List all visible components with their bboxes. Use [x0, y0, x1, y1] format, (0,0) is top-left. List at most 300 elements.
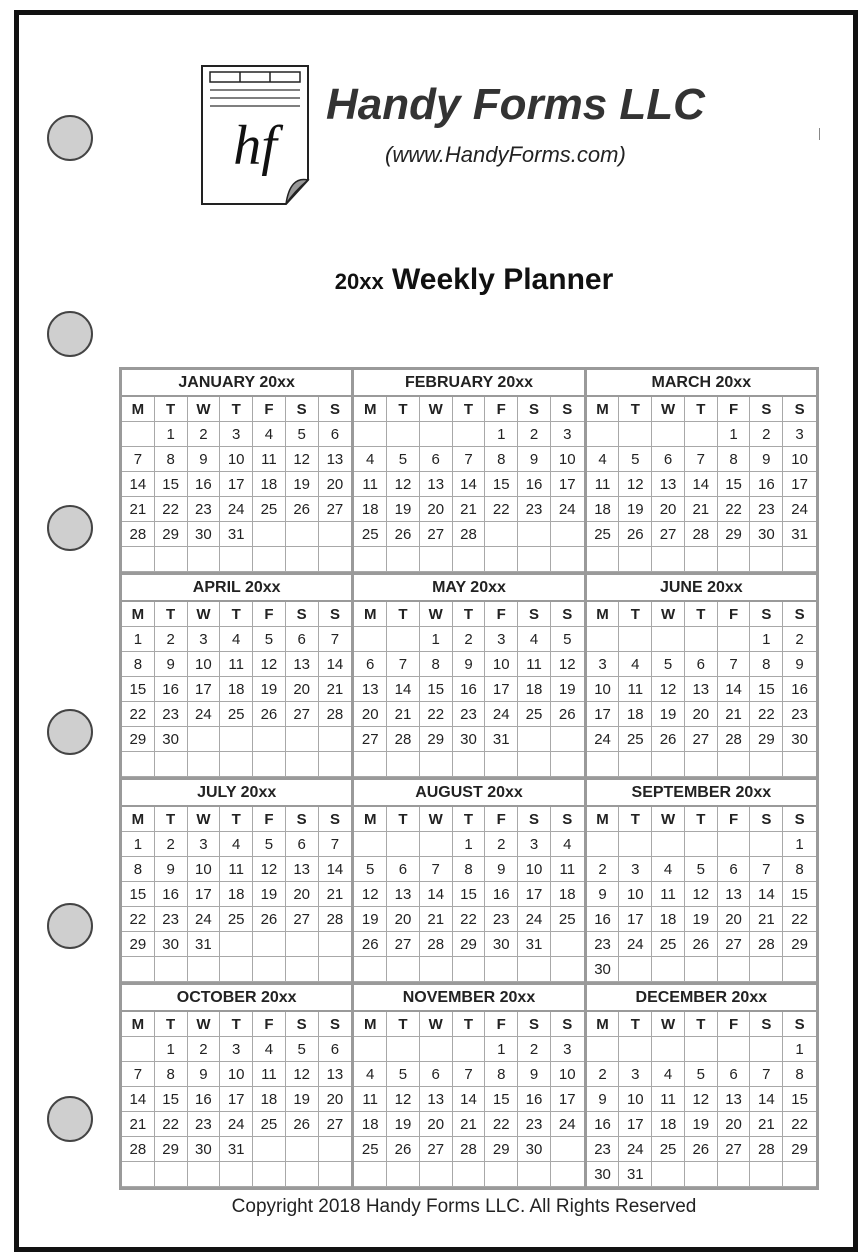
day-cell: 7: [387, 652, 420, 677]
empty-cell: [122, 547, 155, 572]
day-cell: 25: [551, 907, 584, 932]
day-cell: 28: [453, 1137, 486, 1162]
day-cell: 28: [420, 932, 453, 957]
empty-cell: [188, 1162, 221, 1187]
day-cell: 19: [387, 497, 420, 522]
day-cell: 16: [453, 677, 486, 702]
day-cell: 1: [783, 832, 816, 857]
day-cell: 28: [319, 907, 352, 932]
day-cell: 4: [253, 422, 286, 447]
empty-cell: [485, 752, 518, 777]
day-cell: 21: [319, 677, 352, 702]
day-cell: 11: [652, 882, 685, 907]
weekday-header: S: [319, 807, 352, 832]
day-cell: 16: [155, 677, 188, 702]
day-cell: 19: [354, 907, 387, 932]
weekday-header: S: [551, 1012, 584, 1037]
day-cell: 18: [619, 702, 652, 727]
empty-cell: [155, 752, 188, 777]
weekday-header: F: [253, 1012, 286, 1037]
day-cell: 4: [354, 447, 387, 472]
weekday-header: W: [652, 807, 685, 832]
day-cell: 25: [587, 522, 620, 547]
day-cell: 31: [783, 522, 816, 547]
month-block: [122, 370, 351, 572]
day-cell: 27: [319, 1112, 352, 1137]
empty-cell: [220, 727, 253, 752]
weekday-header: S: [518, 807, 551, 832]
day-cell: 22: [718, 497, 751, 522]
empty-cell: [354, 627, 387, 652]
day-cell: 30: [453, 727, 486, 752]
day-cell: 30: [587, 957, 620, 982]
day-cell: 1: [155, 422, 188, 447]
day-cell: 1: [783, 1037, 816, 1062]
empty-cell: [718, 957, 751, 982]
day-cell: 21: [750, 1112, 783, 1137]
weekday-header: S: [551, 807, 584, 832]
day-cell: 17: [783, 472, 816, 497]
empty-cell: [253, 752, 286, 777]
edge-mark: [819, 128, 820, 140]
day-cell: 23: [188, 1112, 221, 1137]
day-cell: 2: [155, 832, 188, 857]
day-cell: 16: [155, 882, 188, 907]
weekday-header: T: [685, 807, 718, 832]
day-cell: 21: [718, 702, 751, 727]
empty-cell: [587, 627, 620, 652]
day-cell: 16: [188, 472, 221, 497]
day-cell: 16: [518, 1087, 551, 1112]
day-cell: 11: [354, 472, 387, 497]
day-cell: 12: [387, 472, 420, 497]
day-cell: 13: [286, 652, 319, 677]
empty-cell: [551, 1162, 584, 1187]
day-cell: 27: [319, 497, 352, 522]
day-cell: 10: [188, 652, 221, 677]
weekday-header: M: [122, 807, 155, 832]
weekday-header: F: [253, 602, 286, 627]
weekday-header: S: [783, 807, 816, 832]
weekday-header: S: [750, 807, 783, 832]
empty-cell: [319, 1162, 352, 1187]
day-cell: 8: [485, 1062, 518, 1087]
empty-cell: [220, 752, 253, 777]
month-name: APRIL 20xx: [122, 575, 351, 602]
empty-cell: [587, 547, 620, 572]
day-cell: 20: [286, 677, 319, 702]
day-cell: 11: [220, 857, 253, 882]
day-cell: 27: [652, 522, 685, 547]
day-cell: 10: [188, 857, 221, 882]
month-grid: [354, 602, 583, 777]
month-block: [122, 985, 351, 1187]
empty-cell: [619, 547, 652, 572]
empty-cell: [685, 1162, 718, 1187]
day-cell: 26: [253, 702, 286, 727]
empty-cell: [783, 547, 816, 572]
empty-cell: [319, 522, 352, 547]
day-cell: 30: [783, 727, 816, 752]
copyright: Copyright 2018 Handy Forms LLC. All Rights Reserved: [231, 1196, 697, 1217]
weekday-header: S: [286, 602, 319, 627]
day-cell: 29: [155, 1137, 188, 1162]
empty-cell: [286, 1137, 319, 1162]
day-cell: 12: [286, 1062, 319, 1087]
empty-cell: [420, 547, 453, 572]
empty-cell: [319, 727, 352, 752]
day-cell: 6: [286, 627, 319, 652]
month-grid: [587, 602, 816, 777]
empty-cell: [420, 832, 453, 857]
day-cell: 12: [652, 677, 685, 702]
weekday-header: T: [619, 602, 652, 627]
day-cell: 14: [420, 882, 453, 907]
binder-hole: [47, 115, 93, 161]
day-cell: 20: [718, 1112, 751, 1137]
day-cell: 8: [122, 857, 155, 882]
empty-cell: [619, 752, 652, 777]
day-cell: 25: [354, 1137, 387, 1162]
day-cell: 24: [619, 932, 652, 957]
month-grid: [354, 1012, 583, 1187]
empty-cell: [652, 547, 685, 572]
empty-cell: [286, 727, 319, 752]
day-cell: 8: [453, 857, 486, 882]
day-cell: 29: [783, 1137, 816, 1162]
handy-forms-logo: [200, 64, 310, 206]
weekday-header: W: [188, 807, 221, 832]
empty-cell: [354, 547, 387, 572]
weekday-header: F: [485, 807, 518, 832]
day-cell: 2: [587, 1062, 620, 1087]
day-cell: 11: [652, 1087, 685, 1112]
day-cell: 10: [783, 447, 816, 472]
weekday-header: W: [420, 397, 453, 422]
day-cell: 22: [485, 497, 518, 522]
day-cell: 7: [453, 1062, 486, 1087]
binder-hole: [47, 311, 93, 357]
day-cell: 10: [485, 652, 518, 677]
day-cell: 5: [286, 422, 319, 447]
empty-cell: [420, 957, 453, 982]
day-cell: 1: [122, 832, 155, 857]
weekday-header: S: [319, 1012, 352, 1037]
empty-cell: [286, 932, 319, 957]
day-cell: 3: [518, 832, 551, 857]
day-cell: 21: [453, 1112, 486, 1137]
day-cell: 6: [420, 1062, 453, 1087]
day-cell: 10: [619, 882, 652, 907]
empty-cell: [587, 752, 620, 777]
day-cell: 11: [587, 472, 620, 497]
weekday-header: M: [587, 602, 620, 627]
empty-cell: [453, 752, 486, 777]
day-cell: 25: [253, 1112, 286, 1137]
empty-cell: [783, 957, 816, 982]
empty-cell: [188, 727, 221, 752]
empty-cell: [253, 522, 286, 547]
empty-cell: [387, 752, 420, 777]
empty-cell: [551, 752, 584, 777]
day-cell: 29: [122, 727, 155, 752]
day-cell: 24: [518, 907, 551, 932]
day-cell: 5: [354, 857, 387, 882]
day-cell: 1: [485, 1037, 518, 1062]
day-cell: 27: [420, 522, 453, 547]
day-cell: 20: [354, 702, 387, 727]
weekday-header: S: [286, 397, 319, 422]
weekday-header: F: [718, 397, 751, 422]
day-cell: 22: [155, 497, 188, 522]
day-cell: 18: [253, 472, 286, 497]
day-cell: 22: [783, 907, 816, 932]
day-cell: 11: [253, 447, 286, 472]
day-cell: 14: [750, 882, 783, 907]
empty-cell: [155, 547, 188, 572]
weekday-header: S: [750, 1012, 783, 1037]
day-cell: 20: [420, 1112, 453, 1137]
weekday-header: T: [685, 397, 718, 422]
weekday-header: M: [354, 1012, 387, 1037]
empty-cell: [220, 932, 253, 957]
weekday-header: M: [354, 602, 387, 627]
day-cell: 15: [453, 882, 486, 907]
empty-cell: [453, 957, 486, 982]
empty-cell: [652, 1162, 685, 1187]
day-cell: 9: [188, 447, 221, 472]
day-cell: 19: [286, 472, 319, 497]
day-cell: 2: [518, 422, 551, 447]
empty-cell: [619, 957, 652, 982]
day-cell: 31: [518, 932, 551, 957]
day-cell: 21: [453, 497, 486, 522]
day-cell: 30: [587, 1162, 620, 1187]
weekday-header: T: [387, 807, 420, 832]
day-cell: 10: [551, 447, 584, 472]
day-cell: 16: [518, 472, 551, 497]
day-cell: 5: [652, 652, 685, 677]
day-cell: 4: [551, 832, 584, 857]
day-cell: 5: [387, 447, 420, 472]
month-grid: [587, 807, 816, 982]
day-cell: 8: [485, 447, 518, 472]
day-cell: 17: [551, 472, 584, 497]
day-cell: 3: [220, 1037, 253, 1062]
month-name: OCTOBER 20xx: [122, 985, 351, 1012]
day-cell: 17: [619, 1112, 652, 1137]
day-cell: 24: [587, 727, 620, 752]
weekday-header: M: [587, 397, 620, 422]
empty-cell: [122, 957, 155, 982]
day-cell: 7: [685, 447, 718, 472]
day-cell: 27: [420, 1137, 453, 1162]
day-cell: 23: [518, 1112, 551, 1137]
day-cell: 22: [453, 907, 486, 932]
empty-cell: [188, 957, 221, 982]
empty-cell: [387, 422, 420, 447]
day-cell: 24: [551, 1112, 584, 1137]
empty-cell: [750, 1037, 783, 1062]
weekday-header: M: [587, 807, 620, 832]
day-cell: 9: [155, 652, 188, 677]
day-cell: 12: [685, 882, 718, 907]
day-cell: 12: [387, 1087, 420, 1112]
empty-cell: [286, 957, 319, 982]
day-cell: 17: [188, 677, 221, 702]
day-cell: 7: [122, 447, 155, 472]
day-cell: 14: [718, 677, 751, 702]
day-cell: 15: [485, 1087, 518, 1112]
day-cell: 1: [420, 627, 453, 652]
day-cell: 8: [420, 652, 453, 677]
empty-cell: [286, 547, 319, 572]
day-cell: 23: [587, 932, 620, 957]
empty-cell: [718, 1037, 751, 1062]
empty-cell: [750, 752, 783, 777]
day-cell: 31: [220, 522, 253, 547]
month-name: JANUARY 20xx: [122, 370, 351, 397]
day-cell: 7: [122, 1062, 155, 1087]
day-cell: 4: [619, 652, 652, 677]
day-cell: 11: [518, 652, 551, 677]
weekday-header: S: [750, 397, 783, 422]
day-cell: 2: [453, 627, 486, 652]
weekday-header: S: [319, 397, 352, 422]
day-cell: 1: [485, 422, 518, 447]
empty-cell: [319, 932, 352, 957]
day-cell: 22: [122, 907, 155, 932]
day-cell: 28: [718, 727, 751, 752]
month-name: AUGUST 20xx: [354, 780, 583, 807]
day-cell: 15: [783, 1087, 816, 1112]
day-cell: 29: [155, 522, 188, 547]
day-cell: 29: [122, 932, 155, 957]
day-cell: 11: [253, 1062, 286, 1087]
day-cell: 2: [783, 627, 816, 652]
month-name: NOVEMBER 20xx: [354, 985, 583, 1012]
day-cell: 23: [783, 702, 816, 727]
day-cell: 3: [485, 627, 518, 652]
day-cell: 3: [551, 1037, 584, 1062]
empty-cell: [354, 422, 387, 447]
day-cell: 8: [718, 447, 751, 472]
empty-cell: [122, 422, 155, 447]
empty-cell: [551, 1137, 584, 1162]
day-cell: 24: [485, 702, 518, 727]
empty-cell: [286, 522, 319, 547]
month-block: [587, 370, 816, 572]
empty-cell: [253, 1137, 286, 1162]
day-cell: 17: [188, 882, 221, 907]
day-cell: 14: [387, 677, 420, 702]
day-cell: 1: [122, 627, 155, 652]
day-cell: 15: [783, 882, 816, 907]
day-cell: 22: [122, 702, 155, 727]
day-cell: 2: [518, 1037, 551, 1062]
empty-cell: [319, 752, 352, 777]
day-cell: 17: [587, 702, 620, 727]
empty-cell: [420, 1162, 453, 1187]
empty-cell: [453, 1162, 486, 1187]
day-cell: 6: [718, 1062, 751, 1087]
day-cell: 31: [485, 727, 518, 752]
empty-cell: [354, 752, 387, 777]
empty-cell: [122, 1162, 155, 1187]
weekday-header: T: [685, 602, 718, 627]
weekday-header: T: [220, 1012, 253, 1037]
day-cell: 7: [750, 1062, 783, 1087]
month-name: JULY 20xx: [122, 780, 351, 807]
weekday-header: F: [253, 807, 286, 832]
day-cell: 22: [420, 702, 453, 727]
page-title: [0, 263, 868, 297]
empty-cell: [220, 1162, 253, 1187]
day-cell: 1: [453, 832, 486, 857]
day-cell: 2: [485, 832, 518, 857]
month-block: [587, 985, 816, 1187]
weekday-header: T: [155, 807, 188, 832]
weekday-header: W: [420, 807, 453, 832]
empty-cell: [750, 832, 783, 857]
day-cell: 19: [286, 1087, 319, 1112]
empty-cell: [420, 752, 453, 777]
day-cell: 13: [354, 677, 387, 702]
day-cell: 19: [685, 1112, 718, 1137]
day-cell: 21: [319, 882, 352, 907]
day-cell: 28: [122, 1137, 155, 1162]
day-cell: 15: [750, 677, 783, 702]
day-cell: 8: [122, 652, 155, 677]
empty-cell: [387, 957, 420, 982]
day-cell: 15: [155, 1087, 188, 1112]
day-cell: 13: [420, 1087, 453, 1112]
day-cell: 12: [354, 882, 387, 907]
day-cell: 16: [485, 882, 518, 907]
day-cell: 13: [387, 882, 420, 907]
day-cell: 19: [619, 497, 652, 522]
day-cell: 13: [420, 472, 453, 497]
day-cell: 5: [253, 832, 286, 857]
weekday-header: W: [188, 1012, 221, 1037]
day-cell: 2: [155, 627, 188, 652]
day-cell: 30: [518, 1137, 551, 1162]
day-cell: 28: [750, 932, 783, 957]
empty-cell: [750, 1162, 783, 1187]
weekday-header: S: [750, 602, 783, 627]
day-cell: 18: [652, 1112, 685, 1137]
weekday-header: T: [220, 807, 253, 832]
day-cell: 17: [518, 882, 551, 907]
day-cell: 26: [652, 727, 685, 752]
day-cell: 11: [551, 857, 584, 882]
day-cell: 6: [286, 832, 319, 857]
month-name: SEPTEMBER 20xx: [587, 780, 816, 807]
empty-cell: [718, 1162, 751, 1187]
empty-cell: [354, 832, 387, 857]
day-cell: 14: [453, 472, 486, 497]
empty-cell: [587, 832, 620, 857]
day-cell: 13: [286, 857, 319, 882]
weekday-header: F: [718, 807, 751, 832]
empty-cell: [685, 752, 718, 777]
weekday-header: S: [783, 602, 816, 627]
weekday-header: W: [652, 397, 685, 422]
day-cell: 14: [750, 1087, 783, 1112]
day-cell: 2: [750, 422, 783, 447]
day-cell: 27: [354, 727, 387, 752]
weekday-header: M: [122, 1012, 155, 1037]
